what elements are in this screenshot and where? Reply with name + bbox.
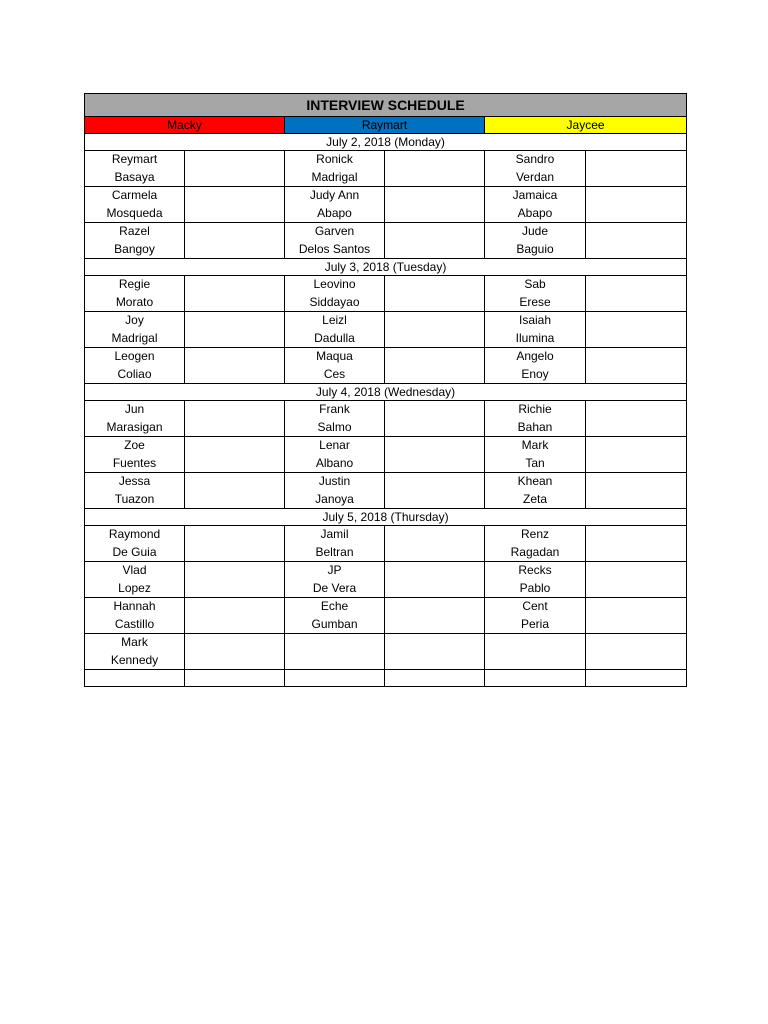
applicant-name-cell <box>285 526 385 562</box>
applicant-name-cell <box>485 276 586 312</box>
schedule-slot-cell <box>385 276 485 312</box>
table-row <box>85 276 687 312</box>
applicant-first-name: Hannah <box>113 599 156 613</box>
schedule-slot-cell <box>385 634 485 670</box>
schedule-slot-cell <box>185 437 285 473</box>
applicant-last-name: De Vera <box>312 580 357 595</box>
schedule-slot-cell <box>385 312 485 348</box>
applicant-last-name: Basaya <box>114 169 155 184</box>
applicant-last-name: Abapo <box>517 205 553 220</box>
applicant-first-name: Jamaica <box>512 188 558 202</box>
applicant-first-name: Frank <box>319 402 350 416</box>
interviewer-header-macky: Macky <box>85 117 285 134</box>
applicant-name-cell <box>285 312 385 348</box>
schedule-slot-cell <box>185 187 285 223</box>
applicant-last-name: Fuentes <box>112 455 157 470</box>
applicant-first-name: Jamil <box>320 527 349 541</box>
applicant-last-name: Verdan <box>515 169 555 184</box>
date-row <box>85 384 687 401</box>
table-row <box>85 312 687 348</box>
date-header: July 3, 2018 (Tuesday) <box>85 259 687 276</box>
schedule-slot-cell <box>185 151 285 187</box>
applicant-name-cell <box>285 562 385 598</box>
schedule-slot-cell <box>586 526 687 562</box>
schedule-slot-cell <box>185 562 285 598</box>
schedule-slot-cell <box>385 223 485 259</box>
schedule-slot-cell <box>385 151 485 187</box>
applicant-name-cell <box>285 634 385 670</box>
applicant-last-name: Beltran <box>315 544 354 559</box>
applicant-first-name: Sab <box>524 277 546 291</box>
applicant-name-cell <box>85 634 185 670</box>
applicant-last-name: Erese <box>519 294 551 309</box>
applicant-last-name: Albano <box>315 455 354 470</box>
applicant-last-name: Baguio <box>516 241 554 256</box>
applicant-name-cell <box>285 276 385 312</box>
applicant-name-cell <box>85 437 185 473</box>
applicant-name-cell <box>485 526 586 562</box>
applicant-name-cell <box>285 151 385 187</box>
applicant-last-name: Gumban <box>311 616 358 631</box>
table-row <box>85 598 687 634</box>
applicant-last-name: Pablo <box>519 580 551 595</box>
empty-cell <box>85 670 185 687</box>
applicant-name-cell <box>485 598 586 634</box>
applicant-last-name: Bangoy <box>114 241 155 256</box>
applicant-name-cell <box>485 348 586 384</box>
applicant-name-cell <box>485 151 586 187</box>
table-row <box>85 634 687 670</box>
applicant-last-name: Tan <box>525 455 545 470</box>
applicant-name-cell <box>485 401 586 437</box>
applicant-first-name: Carmela <box>111 188 158 202</box>
applicant-first-name: Renz <box>520 527 549 541</box>
table-row <box>85 151 687 187</box>
applicant-last-name: De Guia <box>112 544 157 559</box>
date-row <box>85 134 687 151</box>
schedule-slot-cell <box>586 634 687 670</box>
date-header: July 2, 2018 (Monday) <box>85 134 687 151</box>
table-row <box>85 562 687 598</box>
schedule-slot-cell <box>385 526 485 562</box>
applicant-first-name: Ronick <box>316 152 353 166</box>
date-header: July 4, 2018 (Wednesday) <box>85 384 687 401</box>
applicant-name-cell <box>285 437 385 473</box>
applicant-last-name: Salmo <box>317 419 352 434</box>
schedule-slot-cell <box>586 348 687 384</box>
table-row <box>85 437 687 473</box>
applicant-first-name: Jude <box>521 224 549 238</box>
applicant-name-cell <box>485 634 586 670</box>
applicant-first-name: Raymond <box>108 527 161 541</box>
applicant-first-name: Cent <box>522 599 548 613</box>
applicant-first-name: Angelo <box>516 349 554 363</box>
table-row <box>85 223 687 259</box>
schedule-slot-cell <box>586 401 687 437</box>
applicant-first-name: Leizl <box>322 313 347 327</box>
applicant-last-name: Abapo <box>317 205 352 220</box>
date-header: July 5, 2018 (Thursday) <box>85 509 687 526</box>
applicant-last-name: Coliao <box>117 366 152 381</box>
applicant-first-name: Reymart <box>111 152 158 166</box>
date-row <box>85 509 687 526</box>
schedule-slot-cell <box>586 187 687 223</box>
applicant-last-name: Ces <box>323 366 346 381</box>
applicant-name-cell <box>285 401 385 437</box>
applicant-first-name: Lenar <box>319 438 350 452</box>
schedule-slot-cell <box>185 526 285 562</box>
empty-cell <box>285 670 385 687</box>
applicant-last-name: Ilumina <box>515 330 555 345</box>
applicant-name-cell <box>85 348 185 384</box>
applicant-last-name: Zeta <box>522 491 547 506</box>
table-row <box>85 526 687 562</box>
schedule-slot-cell <box>385 562 485 598</box>
applicant-last-name: Peria <box>520 616 549 631</box>
empty-cell <box>385 670 485 687</box>
applicant-first-name: Eche <box>320 599 349 613</box>
date-row <box>85 259 687 276</box>
applicant-first-name: Razel <box>119 224 150 238</box>
applicant-name-cell <box>485 437 586 473</box>
schedule-slot-cell <box>385 401 485 437</box>
applicant-first-name: Mark <box>121 635 148 649</box>
applicant-name-cell <box>285 598 385 634</box>
schedule-slot-cell <box>586 562 687 598</box>
schedule-slot-cell <box>185 348 285 384</box>
applicant-last-name: Castillo <box>114 616 155 631</box>
empty-row <box>85 670 687 687</box>
applicant-last-name: Dadulla <box>314 330 355 345</box>
applicant-name-cell <box>285 187 385 223</box>
schedule-slot-cell <box>385 187 485 223</box>
empty-cell <box>586 670 687 687</box>
empty-cell <box>485 670 586 687</box>
applicant-name-cell <box>485 473 586 509</box>
interviewer-header-jaycee: Jaycee <box>485 117 687 134</box>
schedule-slot-cell <box>185 223 285 259</box>
applicant-name-cell <box>485 187 586 223</box>
applicant-first-name: Judy Ann <box>309 188 360 202</box>
table-row <box>85 348 687 384</box>
applicant-first-name: Maqua <box>316 349 353 363</box>
applicant-name-cell <box>485 562 586 598</box>
applicant-first-name: Sandro <box>515 152 555 166</box>
applicant-last-name: Kennedy <box>110 652 159 667</box>
applicant-name-cell <box>285 223 385 259</box>
applicant-name-cell <box>85 598 185 634</box>
schedule-slot-cell <box>185 598 285 634</box>
applicant-first-name: Garven <box>314 224 355 238</box>
applicant-first-name: Richie <box>518 402 552 416</box>
applicant-first-name: Leogen <box>114 349 155 363</box>
applicant-name-cell <box>85 473 185 509</box>
applicant-name-cell <box>85 187 185 223</box>
applicant-last-name: Madrigal <box>111 330 158 345</box>
schedule-slot-cell <box>185 312 285 348</box>
applicant-last-name: Siddayao <box>309 294 360 309</box>
applicant-first-name: Vlad <box>122 563 147 577</box>
schedule-slot-cell <box>586 437 687 473</box>
schedule-title: INTERVIEW SCHEDULE <box>85 94 687 117</box>
schedule-slot-cell <box>185 276 285 312</box>
applicant-name-cell <box>285 348 385 384</box>
applicant-name-cell <box>485 223 586 259</box>
schedule-slot-cell <box>385 598 485 634</box>
schedule-slot-cell <box>586 473 687 509</box>
applicant-first-name: Jun <box>124 402 145 416</box>
applicant-first-name: Leovino <box>313 277 356 291</box>
applicant-first-name: Justin <box>318 474 351 488</box>
applicant-first-name: Isaiah <box>518 313 552 327</box>
title-row <box>85 94 687 117</box>
schedule-slot-cell <box>385 437 485 473</box>
applicant-first-name: Zoe <box>124 438 145 452</box>
schedule-slot-cell <box>586 276 687 312</box>
applicant-last-name: Tuazon <box>114 491 155 506</box>
table-row <box>85 187 687 223</box>
schedule-slot-cell <box>185 634 285 670</box>
applicant-first-name: Regie <box>118 277 151 291</box>
applicant-name-cell <box>85 312 185 348</box>
interviewer-header-row <box>85 117 687 134</box>
applicant-last-name: Mosqueda <box>106 205 163 220</box>
applicant-first-name: JP <box>327 563 342 577</box>
schedule-slot-cell <box>586 151 687 187</box>
applicant-name-cell <box>85 151 185 187</box>
schedule-slot-cell <box>385 473 485 509</box>
applicant-name-cell <box>485 312 586 348</box>
applicant-name-cell <box>85 401 185 437</box>
applicant-first-name: Joy <box>125 313 144 327</box>
interviewer-header-raymart: Raymart <box>285 117 485 134</box>
schedule-slot-cell <box>185 473 285 509</box>
applicant-last-name: Morato <box>115 294 154 309</box>
empty-cell <box>185 670 285 687</box>
interview-schedule-table <box>84 93 687 687</box>
applicant-last-name: Ragadan <box>510 544 560 559</box>
applicant-last-name: Janoya <box>315 491 354 506</box>
applicant-name-cell <box>85 526 185 562</box>
applicant-last-name: Madrigal <box>311 169 358 184</box>
schedule-slot-cell <box>586 312 687 348</box>
table-row <box>85 401 687 437</box>
schedule-slot-cell <box>185 401 285 437</box>
applicant-last-name: Enoy <box>521 366 549 381</box>
schedule-slot-cell <box>586 223 687 259</box>
applicant-first-name: Mark <box>521 438 549 452</box>
applicant-last-name: Lopez <box>118 580 151 595</box>
applicant-first-name: Khean <box>517 474 553 488</box>
applicant-first-name: Jessa <box>118 474 151 488</box>
applicant-name-cell <box>285 473 385 509</box>
schedule-slot-cell <box>586 598 687 634</box>
applicant-name-cell <box>85 562 185 598</box>
applicant-name-cell <box>85 276 185 312</box>
applicant-last-name: Marasigan <box>106 419 163 434</box>
applicant-last-name: Delos Santos <box>298 241 371 256</box>
applicant-name-cell <box>85 223 185 259</box>
applicant-last-name: Bahan <box>517 419 553 434</box>
applicant-first-name: Recks <box>518 563 552 577</box>
schedule-slot-cell <box>385 348 485 384</box>
table-row <box>85 473 687 509</box>
